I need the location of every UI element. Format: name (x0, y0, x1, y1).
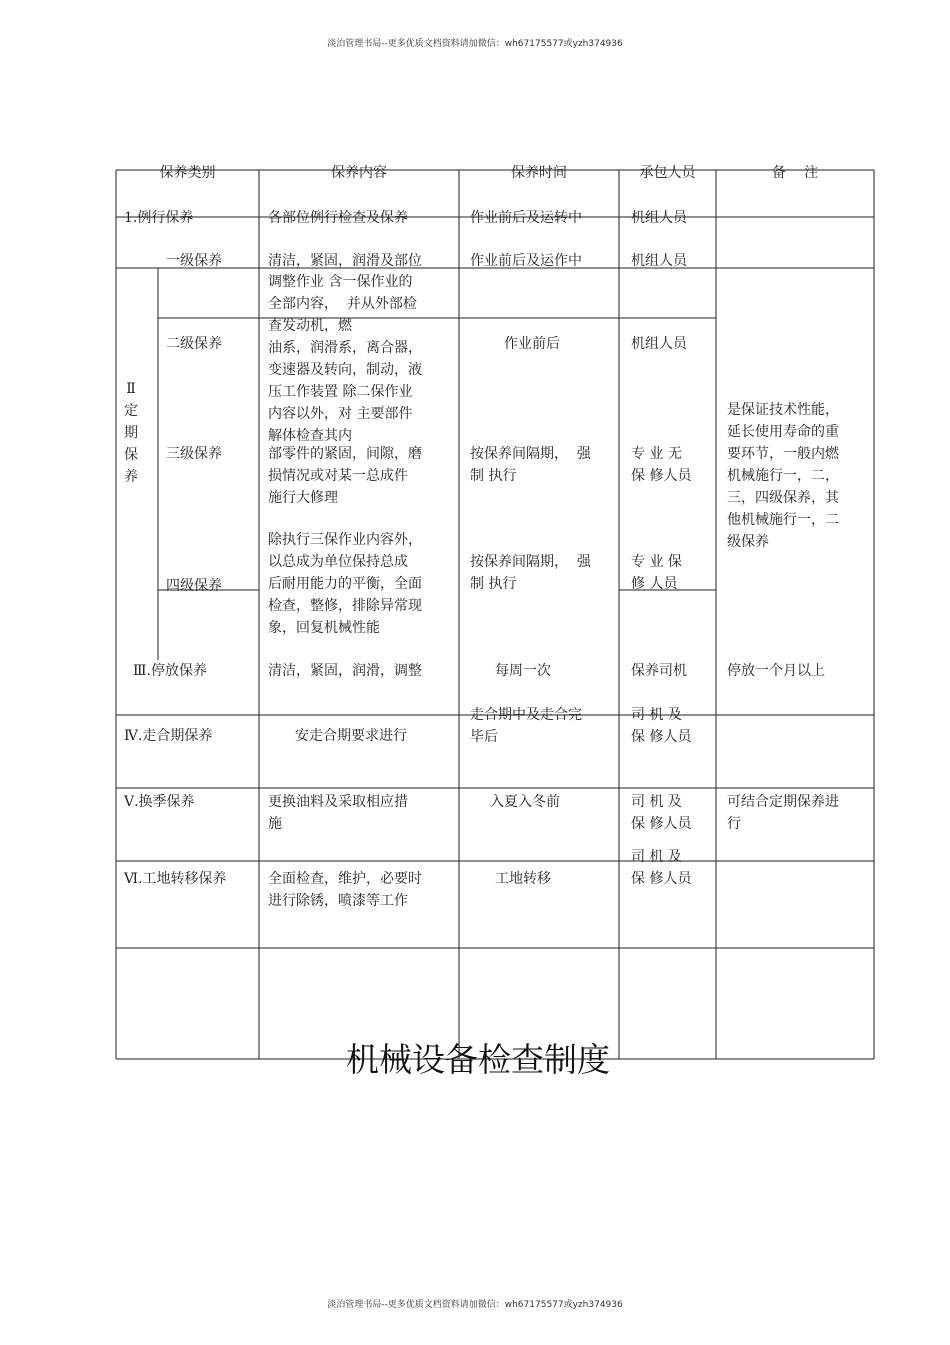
regular-label-char: 保 (124, 447, 138, 463)
header-remark: 备 注 (771, 165, 819, 181)
regular-group-label (116, 378, 146, 488)
seasonal-remark: 可结合定期保养进 行 (727, 794, 839, 832)
transfer-category: Ⅵ.工地转移保养 (124, 871, 227, 887)
running-in-staff: 司 机 及 保 修人员 (631, 707, 692, 745)
running-in-content: 安走合期要求进行 (295, 728, 407, 744)
transfer-staff: 司 机 及 保 修人员 (631, 849, 692, 887)
regular-label-char: 期 (124, 425, 138, 441)
regular-label-char: 定 (124, 403, 138, 419)
header-content: 保养内容 (331, 165, 387, 181)
seasonal-time: 入夏入冬前 (490, 794, 560, 810)
level1-staff: 机组人员 (631, 253, 687, 269)
level3-time: 按保养间隔期， 强 制 执行 (470, 446, 591, 484)
level4-staff: 专 业 保 修 人员 (631, 554, 682, 592)
header-time: 保养时间 (511, 165, 567, 181)
level2-time: 作业前后 (504, 336, 560, 352)
routine-category: 1.例行保养 (124, 210, 194, 226)
header-category: 保养类别 (159, 165, 216, 181)
parked-remark: 停放一个月以上 (727, 663, 825, 679)
parked-category: Ⅲ.停放保养 (133, 663, 207, 679)
level3-staff: 专 业 无 保 修人员 (631, 446, 692, 484)
parked-time: 每周一次 (495, 663, 551, 679)
running-in-time: 走合期中及走合完 毕后 (470, 707, 582, 745)
parked-content: 清洁，紧固，润滑，调整 (268, 663, 422, 679)
level2-content: 调整作业 含一保作业的 全部内容， 并从外部检 查发动机，燃 油系，润滑系，离合器， 变速器及转向，制动，液 压工作装置 除二保作业 内容以外，对 主要部件 解体检查其内 (268, 274, 422, 444)
level3-content: 部零件的紧固，间隙，磨 损情况或对某一总成件 施行大修理 (268, 446, 422, 506)
regular-label-char: 养 (124, 469, 138, 485)
footer-note: 淡泊管理书局--更多优质文档资料请加微信：wh67175577或yzh374936 (327, 1300, 623, 1310)
level4-category: 四级保养 (166, 578, 222, 594)
seasonal-content: 更换油料及采取相应措 施 (268, 794, 408, 832)
header-note: 淡泊管理书局--更多优质文档资料请加微信：wh67175577或yzh374936 (327, 39, 623, 49)
routine-time: 作业前后及运转中 (470, 210, 582, 226)
level4-content: 除执行三保作业内容外， 以总成为单位保持总成 后耐用能力的平衡，全面 检查，整修，排除异常现 象，回复机械性能 (268, 532, 422, 636)
seasonal-category: Ⅴ.换季保养 (124, 794, 195, 810)
routine-content: 各部位例行检查及保养 (268, 210, 408, 226)
level2-staff: 机组人员 (631, 336, 687, 352)
running-in-category: Ⅳ.走合期保养 (124, 728, 213, 744)
level1-time: 作业前后及运作中 (470, 253, 582, 269)
transfer-content: 全面检查，维护，必要时 进行除锈，喷漆等工作 (268, 871, 422, 909)
seasonal-staff: 司 机 及 保 修人员 (631, 794, 692, 832)
routine-staff: 机组人员 (631, 210, 687, 226)
level4-time: 按保养间隔期， 强 制 执行 (470, 554, 591, 592)
regular-remark: 是保证技术性能， 延长使用寿命的重 要环节，一般内燃 机械施行一，二， 三，四级保养，其 他机械施行一，二 级保养 (727, 402, 839, 550)
section-title: 机械设备检查制度 (346, 1040, 610, 1079)
level1-category: 一级保养 (166, 253, 222, 269)
header-staff: 承包人员 (639, 165, 696, 181)
transfer-time: 工地转移 (495, 871, 551, 887)
parked-staff: 保养司机 (631, 663, 687, 679)
level3-category: 三级保养 (166, 446, 222, 462)
level2-category: 二级保养 (166, 336, 222, 352)
regular-label-char: Ⅱ (126, 381, 136, 397)
level1-content: 清洁，紧固，润滑及部位 (268, 253, 422, 269)
